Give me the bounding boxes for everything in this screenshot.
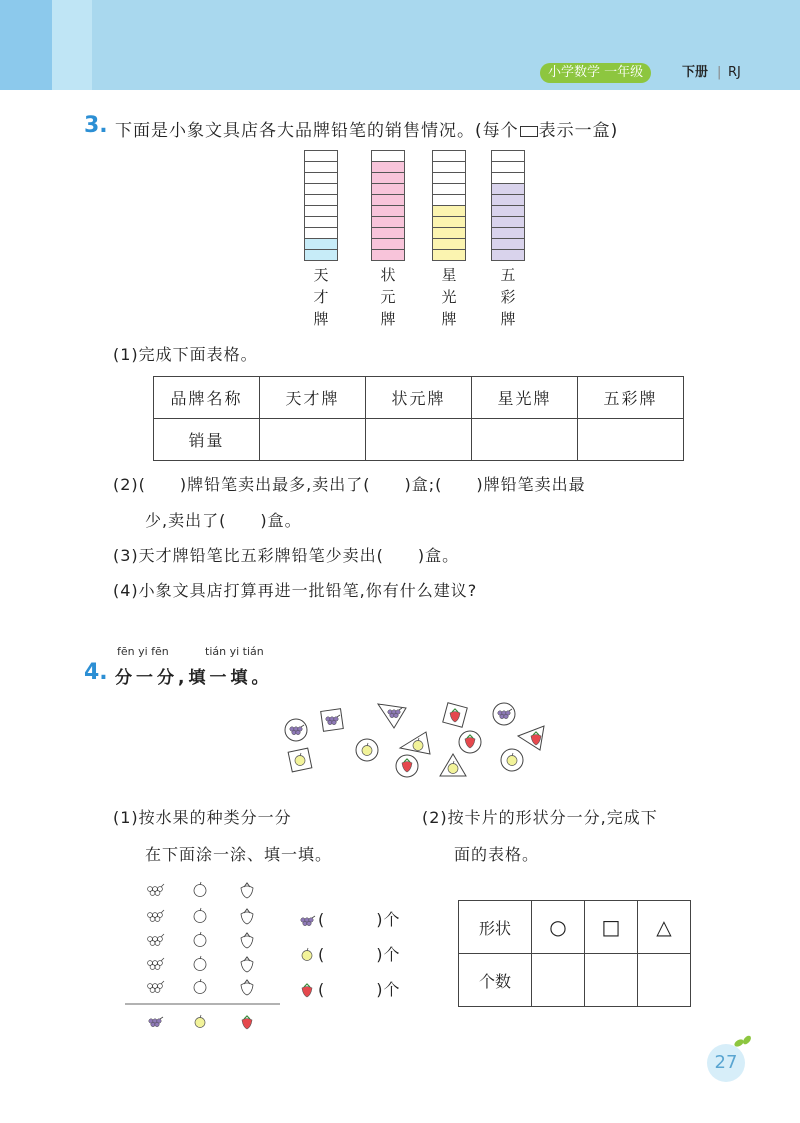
- bar-box: [433, 195, 465, 206]
- bar-label-1: [305, 264, 337, 330]
- card-square-grape: [321, 709, 344, 732]
- bar-box: [433, 250, 465, 260]
- circle-count-input[interactable]: [532, 954, 585, 1007]
- bar-box: [492, 239, 524, 250]
- header-tab-dark: [0, 0, 52, 90]
- bar-box: [433, 151, 465, 162]
- bar-label-char: 元: [380, 288, 396, 306]
- strawberry-icon: [302, 984, 312, 997]
- bar-box: [372, 217, 404, 228]
- bar-label-char: 状: [380, 266, 396, 284]
- shape-row-label: 形状: [459, 901, 532, 954]
- q4-part1-line1: (1)按水果的种类分一分: [113, 808, 292, 827]
- question-4-number: 4.: [84, 660, 108, 685]
- circle-shape-icon: ○: [532, 901, 585, 954]
- header-tab-light: [52, 0, 92, 90]
- bar-label-char: 彩: [500, 288, 516, 306]
- table-row: [459, 901, 691, 954]
- q4-part2-line2: 面的表格。: [454, 845, 540, 864]
- bar-label-3: [433, 264, 465, 330]
- bar-label-4: [492, 264, 524, 330]
- header-separator: |: [717, 65, 722, 80]
- q3-part1: (1)完成下面表格。: [113, 345, 258, 364]
- grape-count-blank[interactable]: ( )个: [318, 910, 401, 929]
- count-row-label: 个数: [459, 954, 532, 1007]
- q3-part2-line2: 少,卖出了( )盒。: [145, 511, 302, 530]
- pinyin-fen: fēn yi fēn: [117, 645, 169, 658]
- table-col-xingguang: 星光牌: [472, 377, 578, 419]
- bar-box: [372, 250, 404, 260]
- bar-box: [492, 195, 524, 206]
- bar-label-char: 星: [441, 266, 457, 284]
- bar-label-char: 光: [441, 288, 457, 306]
- bar-box: [372, 184, 404, 195]
- table-row: [154, 377, 684, 419]
- square-shape-icon: □: [585, 901, 638, 954]
- subject-grade-badge: 小学数学 一年级: [540, 63, 651, 83]
- page-number: 27: [707, 1044, 745, 1082]
- bar-column-4: [491, 150, 525, 261]
- q3-part4: (4)小象文具店打算再进一批铅笔,你有什么建议?: [113, 581, 478, 600]
- bar-box: [433, 217, 465, 228]
- table-row: [154, 419, 684, 461]
- card-square-apple: [288, 748, 312, 772]
- bar-box: [372, 239, 404, 250]
- table-col-tiancai: 天才牌: [260, 377, 366, 419]
- bar-box: [372, 228, 404, 239]
- sales-input-zhuangyuan[interactable]: [366, 419, 472, 461]
- bar-box: [433, 206, 465, 217]
- q3-part2-line1: (2)( )牌铅笔卖出最多,卖出了( )盒;( )牌铅笔卖出最: [113, 475, 586, 494]
- bar-box: [305, 173, 337, 184]
- bar-label-char: 牌: [500, 310, 516, 328]
- bar-box: [433, 162, 465, 173]
- bar-box: [492, 162, 524, 173]
- card-circle-strawberry: [459, 731, 481, 753]
- pinyin-tian: tián yi tián: [205, 645, 264, 658]
- sales-table: [153, 376, 684, 461]
- bar-column-1: [304, 150, 338, 261]
- volume-label: 下册: [682, 65, 709, 80]
- bar-column-3: [432, 150, 466, 261]
- bar-label-char: 才: [313, 288, 329, 306]
- bar-box: [372, 206, 404, 217]
- bar-label-2: [372, 264, 404, 330]
- bar-label-char: 牌: [441, 310, 457, 328]
- table-row: [459, 954, 691, 1007]
- bar-box: [433, 184, 465, 195]
- bar-box: [372, 195, 404, 206]
- card-triangle-strawberry: [518, 726, 544, 750]
- bar-box: [305, 239, 337, 250]
- q4-part1-line2: 在下面涂一涂、填一填。: [145, 845, 333, 864]
- bar-box: [492, 206, 524, 217]
- table-col-zhuangyuan: 状元牌: [366, 377, 472, 419]
- bar-box: [305, 217, 337, 228]
- bar-box: [433, 228, 465, 239]
- card-circle-apple: [501, 749, 523, 771]
- bar-box: [492, 217, 524, 228]
- card-triangle-apple: [440, 754, 466, 776]
- card-circle-apple: [356, 739, 378, 761]
- question-4-title: 分一分,填一填。: [115, 668, 273, 688]
- bar-box: [305, 162, 337, 173]
- card-triangle-apple: [400, 732, 430, 754]
- strawberry-count-blank[interactable]: ( )个: [318, 980, 401, 999]
- bar-box: [305, 206, 337, 217]
- q3-part3: (3)天才牌铅笔比五彩牌铅笔少卖出( )盒。: [113, 546, 460, 565]
- bar-box: [372, 173, 404, 184]
- card-circle-grape: [493, 703, 515, 725]
- bar-box: [492, 173, 524, 184]
- sales-input-tiancai[interactable]: [260, 419, 366, 461]
- card-square-strawberry: [443, 703, 467, 727]
- apple-count-blank[interactable]: ( )个: [318, 945, 401, 964]
- bar-box: [433, 239, 465, 250]
- shape-count-table: [458, 900, 691, 1007]
- bar-box: [305, 195, 337, 206]
- bar-box: [305, 250, 337, 260]
- question-3-number: 3.: [84, 113, 108, 138]
- question-3-title: 下面是小象文具店各大品牌铅笔的销售情况。(每个 表示一盒): [115, 121, 619, 141]
- box-symbol-icon: [520, 126, 538, 137]
- bar-box: [492, 250, 524, 260]
- card-triangle-grape: [378, 704, 406, 728]
- page-header: [0, 0, 800, 90]
- card-circle-strawberry: [396, 755, 418, 777]
- triangle-count-input[interactable]: [638, 954, 691, 1007]
- bar-box: [305, 228, 337, 239]
- edition-code: RJ: [728, 65, 741, 80]
- table-row-sales-label: 销量: [154, 419, 260, 461]
- bar-box: [433, 173, 465, 184]
- card-circle-grape: [285, 719, 307, 741]
- bar-label-char: 牌: [313, 310, 329, 328]
- square-count-input[interactable]: [585, 954, 638, 1007]
- q4-part2-line1: (2)按卡片的形状分一分,完成下: [422, 808, 658, 827]
- bar-label-char: 牌: [380, 310, 396, 328]
- fruit-coloring-grid: [125, 876, 285, 1036]
- bar-box: [305, 151, 337, 162]
- bar-box: [492, 151, 524, 162]
- bar-label-char: 五: [500, 266, 516, 284]
- bar-box: [305, 184, 337, 195]
- bar-label-char: 天: [313, 266, 329, 284]
- grape-icon: [301, 916, 315, 926]
- bar-box: [372, 162, 404, 173]
- bar-column-2: [371, 150, 405, 261]
- bar-box: [372, 151, 404, 162]
- triangle-shape-icon: △: [638, 901, 691, 954]
- table-header-brand: 品牌名称: [154, 377, 260, 419]
- fruit-cards-scatter: [270, 690, 560, 790]
- bar-box: [492, 228, 524, 239]
- sales-input-xingguang[interactable]: [472, 419, 578, 461]
- apple-icon: [302, 948, 312, 961]
- sales-input-wucai[interactable]: [578, 419, 684, 461]
- bar-box: [492, 184, 524, 195]
- table-col-wucai: 五彩牌: [578, 377, 684, 419]
